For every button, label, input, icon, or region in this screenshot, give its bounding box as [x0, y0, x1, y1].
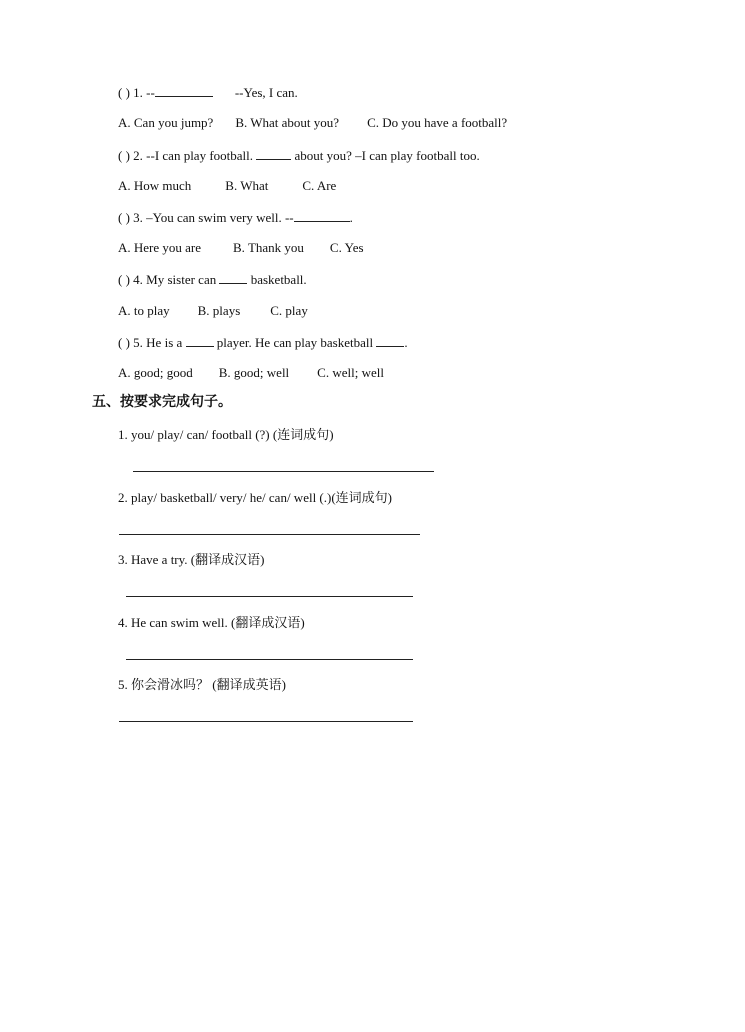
question-1-prefix: 1. -- [133, 85, 155, 100]
answer-line-2[interactable] [119, 534, 420, 535]
question-1-options [118, 115, 507, 131]
option-b: B. good; well [218, 365, 290, 380]
question-3 [118, 209, 353, 226]
question-4-prefix: 4. My sister can [133, 272, 217, 287]
sentence-item-3: 3. Have a try. (翻译成汉语) [118, 552, 265, 567]
question-1-suffix: --Yes, I can. [234, 85, 298, 100]
option-a: A. How much [118, 178, 192, 193]
answer-line-1[interactable] [133, 471, 434, 472]
question-5-options [118, 365, 384, 381]
answer-bracket[interactable]: ( ) [118, 85, 130, 100]
option-c: C. play [270, 303, 308, 318]
answer-line-3[interactable] [126, 596, 413, 597]
section-5-title: 五、按要求完成句子。 [92, 394, 232, 410]
question-5-prefix: 5. He is a [133, 335, 183, 350]
sentence-item-4: 4. He can swim well. (翻译成汉语) [118, 615, 305, 630]
sentence-item-2: 2. play/ basketball/ very/ he/ can/ well (.)(连词成句) [118, 490, 393, 505]
answer-bracket[interactable]: ( ) [118, 335, 130, 350]
question-4-options [118, 303, 308, 319]
answer-bracket[interactable]: ( ) [118, 272, 130, 287]
option-a: A. good; good [118, 365, 193, 380]
question-2-suffix: about you? –I can play football too. [294, 148, 480, 163]
option-c: C. Yes [329, 240, 364, 255]
question-5 [118, 334, 408, 351]
option-b: B. What about you? [235, 115, 340, 130]
sentence-item-1: 1. you/ play/ can/ football (?) (连词成句) [118, 427, 334, 442]
question-5-suffix: . [404, 335, 408, 350]
question-4-suffix: basketball. [250, 272, 307, 287]
answer-bracket[interactable]: ( ) [118, 210, 130, 225]
question-2 [118, 147, 480, 164]
option-c: C. well; well [317, 365, 384, 380]
question-2-options [118, 178, 336, 194]
option-c: C. Do you have a football? [367, 115, 508, 130]
question-3-options [118, 240, 364, 256]
answer-blank[interactable] [219, 271, 247, 284]
option-a: A. to play [118, 303, 170, 318]
answer-bracket[interactable]: ( ) [118, 148, 130, 163]
question-3-prefix: 3. –You can swim very well. -- [133, 210, 294, 225]
answer-line-4[interactable] [126, 659, 413, 660]
answer-blank[interactable] [376, 334, 404, 347]
option-a: A. Here you are [118, 240, 202, 255]
option-b: B. Thank you [233, 240, 304, 255]
option-a: A. Can you jump? [118, 115, 214, 130]
question-4 [118, 271, 307, 288]
answer-blank[interactable] [256, 147, 291, 160]
answer-blank[interactable] [294, 209, 350, 222]
sentence-item-5: 5. 你会滑冰吗？ (翻译成英语) [118, 677, 286, 692]
answer-blank[interactable] [186, 334, 214, 347]
option-b: B. What [225, 178, 269, 193]
answer-line-5[interactable] [119, 721, 413, 722]
question-5-middle: player. He can play basketball [216, 335, 374, 350]
question-1 [118, 84, 298, 101]
question-3-suffix: . [349, 210, 353, 225]
option-b: B. plays [197, 303, 241, 318]
option-c: C. Are [302, 178, 337, 193]
answer-blank[interactable] [155, 84, 213, 97]
question-2-prefix: 2. --I can play football. [133, 148, 254, 163]
